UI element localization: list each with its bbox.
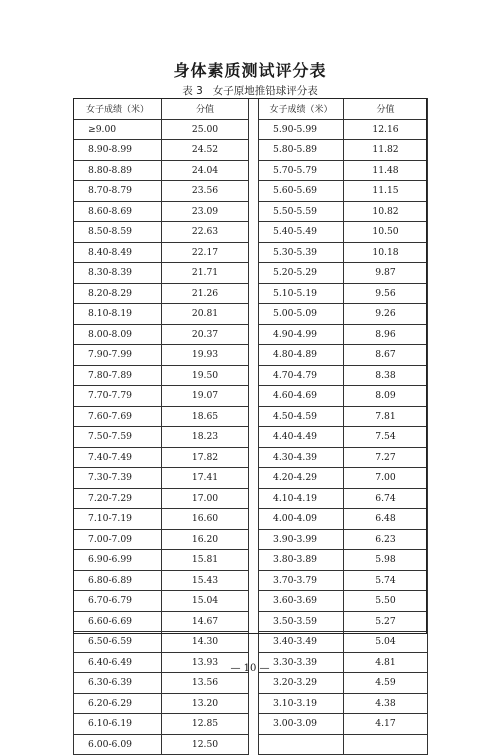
- table-row: [259, 283, 428, 304]
- table-row: [74, 119, 249, 140]
- score-cell: 10.18: [344, 242, 428, 263]
- result-cell: 4.60-4.69: [259, 386, 344, 407]
- table-row: [259, 488, 428, 509]
- score-cell: 21.71: [162, 263, 249, 284]
- score-cell: 12.85: [162, 714, 249, 735]
- result-cell: 3.80-3.89: [259, 550, 344, 571]
- result-cell: 6.80-6.89: [74, 570, 162, 591]
- score-cell: 17.00: [162, 488, 249, 509]
- table-row: [259, 222, 428, 243]
- table-row: [259, 714, 428, 735]
- result-cell: 8.90-8.99: [74, 140, 162, 161]
- table-number: 表 3: [182, 85, 203, 97]
- result-cell: 6.00-6.09: [74, 734, 162, 755]
- result-cell: 4.80-4.89: [259, 345, 344, 366]
- table-row: [259, 611, 428, 632]
- result-cell: 5.30-5.39: [259, 242, 344, 263]
- table-row: [259, 693, 428, 714]
- result-cell: 8.40-8.49: [74, 242, 162, 263]
- score-cell: 16.60: [162, 509, 249, 530]
- score-cell: 12.50: [162, 734, 249, 755]
- result-cell: 6.30-6.39: [74, 673, 162, 694]
- score-cell: 10.50: [344, 222, 428, 243]
- result-cell: 8.00-8.09: [74, 324, 162, 345]
- table-row: [259, 529, 428, 550]
- table-row: [74, 222, 249, 243]
- table-row: [259, 386, 428, 407]
- result-cell: 5.50-5.59: [259, 201, 344, 222]
- score-cell: 9.87: [344, 263, 428, 284]
- score-cell: 7.81: [344, 406, 428, 427]
- table-row: [74, 468, 249, 489]
- table-row: [74, 283, 249, 304]
- score-cell: 4.17: [344, 714, 428, 735]
- score-cell: 18.65: [162, 406, 249, 427]
- score-cell: 24.52: [162, 140, 249, 161]
- table-row: [259, 365, 428, 386]
- score-cell: 15.81: [162, 550, 249, 571]
- result-cell: 6.50-6.59: [74, 632, 162, 653]
- table-row: [259, 591, 428, 612]
- result-cell: 8.70-8.79: [74, 181, 162, 202]
- table-row: [259, 304, 428, 325]
- table-row: [74, 570, 249, 591]
- result-cell: 4.50-4.59: [259, 406, 344, 427]
- table-row: [74, 324, 249, 345]
- table-row: [74, 406, 249, 427]
- result-cell: 7.80-7.89: [74, 365, 162, 386]
- result-cell: 8.10-8.19: [74, 304, 162, 325]
- table-row: [74, 591, 249, 612]
- table-row: [74, 242, 249, 263]
- result-cell: 6.60-6.69: [74, 611, 162, 632]
- table-row: [259, 468, 428, 489]
- result-cell: 4.40-4.49: [259, 427, 344, 448]
- score-cell: 10.82: [344, 201, 428, 222]
- table-row: [74, 263, 249, 284]
- table-row: [74, 550, 249, 571]
- score-cell: 7.00: [344, 468, 428, 489]
- result-cell: 5.60-5.69: [259, 181, 344, 202]
- score-cell: 17.41: [162, 468, 249, 489]
- result-cell: 5.20-5.29: [259, 263, 344, 284]
- result-cell: 3.50-3.59: [259, 611, 344, 632]
- score-cell: [344, 734, 428, 755]
- result-cell: 7.20-7.29: [74, 488, 162, 509]
- page-number: — 10 —: [230, 663, 270, 674]
- table-row: [259, 345, 428, 366]
- result-cell: 8.80-8.89: [74, 160, 162, 181]
- table-row: [74, 427, 249, 448]
- score-cell: 22.17: [162, 242, 249, 263]
- table-row: [259, 550, 428, 571]
- result-cell: 3.00-3.09: [259, 714, 344, 735]
- score-cell: 14.30: [162, 632, 249, 653]
- score-cell: 13.20: [162, 693, 249, 714]
- result-cell: 4.70-4.79: [259, 365, 344, 386]
- result-cell: 7.10-7.19: [74, 509, 162, 530]
- table-row: [259, 406, 428, 427]
- header-row: [74, 99, 249, 120]
- result-cell: 4.10-4.19: [259, 488, 344, 509]
- score-cell: 19.50: [162, 365, 249, 386]
- score-cell: 11.48: [344, 160, 428, 181]
- table-row: [74, 345, 249, 366]
- score-cell: 8.96: [344, 324, 428, 345]
- result-cell: 8.60-8.69: [74, 201, 162, 222]
- score-cell: 8.09: [344, 386, 428, 407]
- table-row: [74, 365, 249, 386]
- table-row: [259, 119, 428, 140]
- score-cell: 4.38: [344, 693, 428, 714]
- table-row: [259, 242, 428, 263]
- result-cell: 3.20-3.29: [259, 673, 344, 694]
- score-cell: 8.67: [344, 345, 428, 366]
- result-cell: 3.60-3.69: [259, 591, 344, 612]
- table-row: [259, 427, 428, 448]
- score-cell: 15.43: [162, 570, 249, 591]
- result-cell: 7.00-7.09: [74, 529, 162, 550]
- result-cell: [259, 734, 344, 755]
- score-header: 分值: [162, 99, 249, 120]
- header-row: [259, 99, 428, 120]
- score-cell: 7.54: [344, 427, 428, 448]
- score-cell: 15.04: [162, 591, 249, 612]
- score-cell: 9.56: [344, 283, 428, 304]
- score-cell: 5.27: [344, 611, 428, 632]
- table-row: [74, 734, 249, 755]
- result-cell: 6.10-6.19: [74, 714, 162, 735]
- table-row: [259, 263, 428, 284]
- table-row: [259, 447, 428, 468]
- result-cell: 5.00-5.09: [259, 304, 344, 325]
- result-cell: 8.50-8.59: [74, 222, 162, 243]
- table-row: [74, 714, 249, 735]
- table-row: [259, 324, 428, 345]
- table-row: [74, 611, 249, 632]
- score-cell: 5.74: [344, 570, 428, 591]
- table-row: [74, 304, 249, 325]
- table-row: [259, 160, 428, 181]
- table-row: [74, 632, 249, 653]
- score-cell: 17.82: [162, 447, 249, 468]
- result-cell: 5.10-5.19: [259, 283, 344, 304]
- score-cell: 5.04: [344, 632, 428, 653]
- result-header: 女子成绩（米）: [259, 99, 344, 120]
- score-cell: 23.09: [162, 201, 249, 222]
- score-table-right: [258, 98, 428, 755]
- score-cell: 4.59: [344, 673, 428, 694]
- score-cell: 13.93: [162, 652, 249, 673]
- score-cell: 19.07: [162, 386, 249, 407]
- table-row: [259, 734, 428, 755]
- score-cell: 24.04: [162, 160, 249, 181]
- score-cell: 5.98: [344, 550, 428, 571]
- score-cell: 8.38: [344, 365, 428, 386]
- score-cell: 5.50: [344, 591, 428, 612]
- score-cell: 20.37: [162, 324, 249, 345]
- result-cell: 5.90-5.99: [259, 119, 344, 140]
- table-caption-text: 女子原地推铅球评分表: [212, 85, 318, 97]
- result-cell: ≥9.00: [74, 119, 162, 140]
- result-cell: 4.90-4.99: [259, 324, 344, 345]
- score-cell: 23.56: [162, 181, 249, 202]
- table-row: [259, 201, 428, 222]
- result-cell: 6.70-6.79: [74, 591, 162, 612]
- table-row: [74, 693, 249, 714]
- table-row: [74, 509, 249, 530]
- result-cell: 6.20-6.29: [74, 693, 162, 714]
- table-row: [74, 673, 249, 694]
- result-cell: 4.30-4.39: [259, 447, 344, 468]
- score-header: 分值: [344, 99, 428, 120]
- table-row: [259, 673, 428, 694]
- score-cell: 21.26: [162, 283, 249, 304]
- result-cell: 5.70-5.79: [259, 160, 344, 181]
- table-row: [259, 509, 428, 530]
- result-cell: 7.50-7.59: [74, 427, 162, 448]
- score-cell: 19.93: [162, 345, 249, 366]
- table-row: [259, 181, 428, 202]
- score-cell: 11.82: [344, 140, 428, 161]
- score-cell: 11.15: [344, 181, 428, 202]
- result-cell: 3.90-3.99: [259, 529, 344, 550]
- score-table-left: [73, 98, 249, 755]
- score-cell: 20.81: [162, 304, 249, 325]
- result-cell: 7.40-7.49: [74, 447, 162, 468]
- score-cell: 25.00: [162, 119, 249, 140]
- table-row: [74, 201, 249, 222]
- table-row: [74, 140, 249, 161]
- score-cell: 22.63: [162, 222, 249, 243]
- result-cell: 3.70-3.79: [259, 570, 344, 591]
- score-cell: 13.56: [162, 673, 249, 694]
- table-row: [74, 160, 249, 181]
- table-row: [259, 140, 428, 161]
- table-row: [74, 447, 249, 468]
- result-cell: 7.90-7.99: [74, 345, 162, 366]
- page-title: 身体素质测试评分表: [173, 61, 327, 80]
- score-cell: 6.23: [344, 529, 428, 550]
- score-cell: 7.27: [344, 447, 428, 468]
- result-cell: 8.30-8.39: [74, 263, 162, 284]
- result-cell: 6.90-6.99: [74, 550, 162, 571]
- result-cell: 3.10-3.19: [259, 693, 344, 714]
- result-cell: 7.60-7.69: [74, 406, 162, 427]
- score-cell: 18.23: [162, 427, 249, 448]
- table-row: [259, 570, 428, 591]
- score-cell: 9.26: [344, 304, 428, 325]
- result-cell: 5.40-5.49: [259, 222, 344, 243]
- score-cell: 6.48: [344, 509, 428, 530]
- score-tables: [73, 98, 427, 750]
- result-cell: 4.20-4.29: [259, 468, 344, 489]
- score-cell: 6.74: [344, 488, 428, 509]
- result-cell: 7.30-7.39: [74, 468, 162, 489]
- table-caption: [0, 83, 500, 98]
- score-cell: 14.67: [162, 611, 249, 632]
- table-row: [74, 181, 249, 202]
- table-row: [74, 386, 249, 407]
- result-cell: 5.80-5.89: [259, 140, 344, 161]
- result-cell: 3.30-3.39: [259, 652, 344, 673]
- result-cell: 8.20-8.29: [74, 283, 162, 304]
- score-cell: 12.16: [344, 119, 428, 140]
- table-row: [74, 529, 249, 550]
- table-row: [259, 632, 428, 653]
- result-cell: 3.40-3.49: [259, 632, 344, 653]
- table-row: [74, 488, 249, 509]
- score-cell: 4.81: [344, 652, 428, 673]
- result-header: 女子成绩（米）: [74, 99, 162, 120]
- result-cell: 6.40-6.49: [74, 652, 162, 673]
- result-cell: 4.00-4.09: [259, 509, 344, 530]
- result-cell: 7.70-7.79: [74, 386, 162, 407]
- score-cell: 16.20: [162, 529, 249, 550]
